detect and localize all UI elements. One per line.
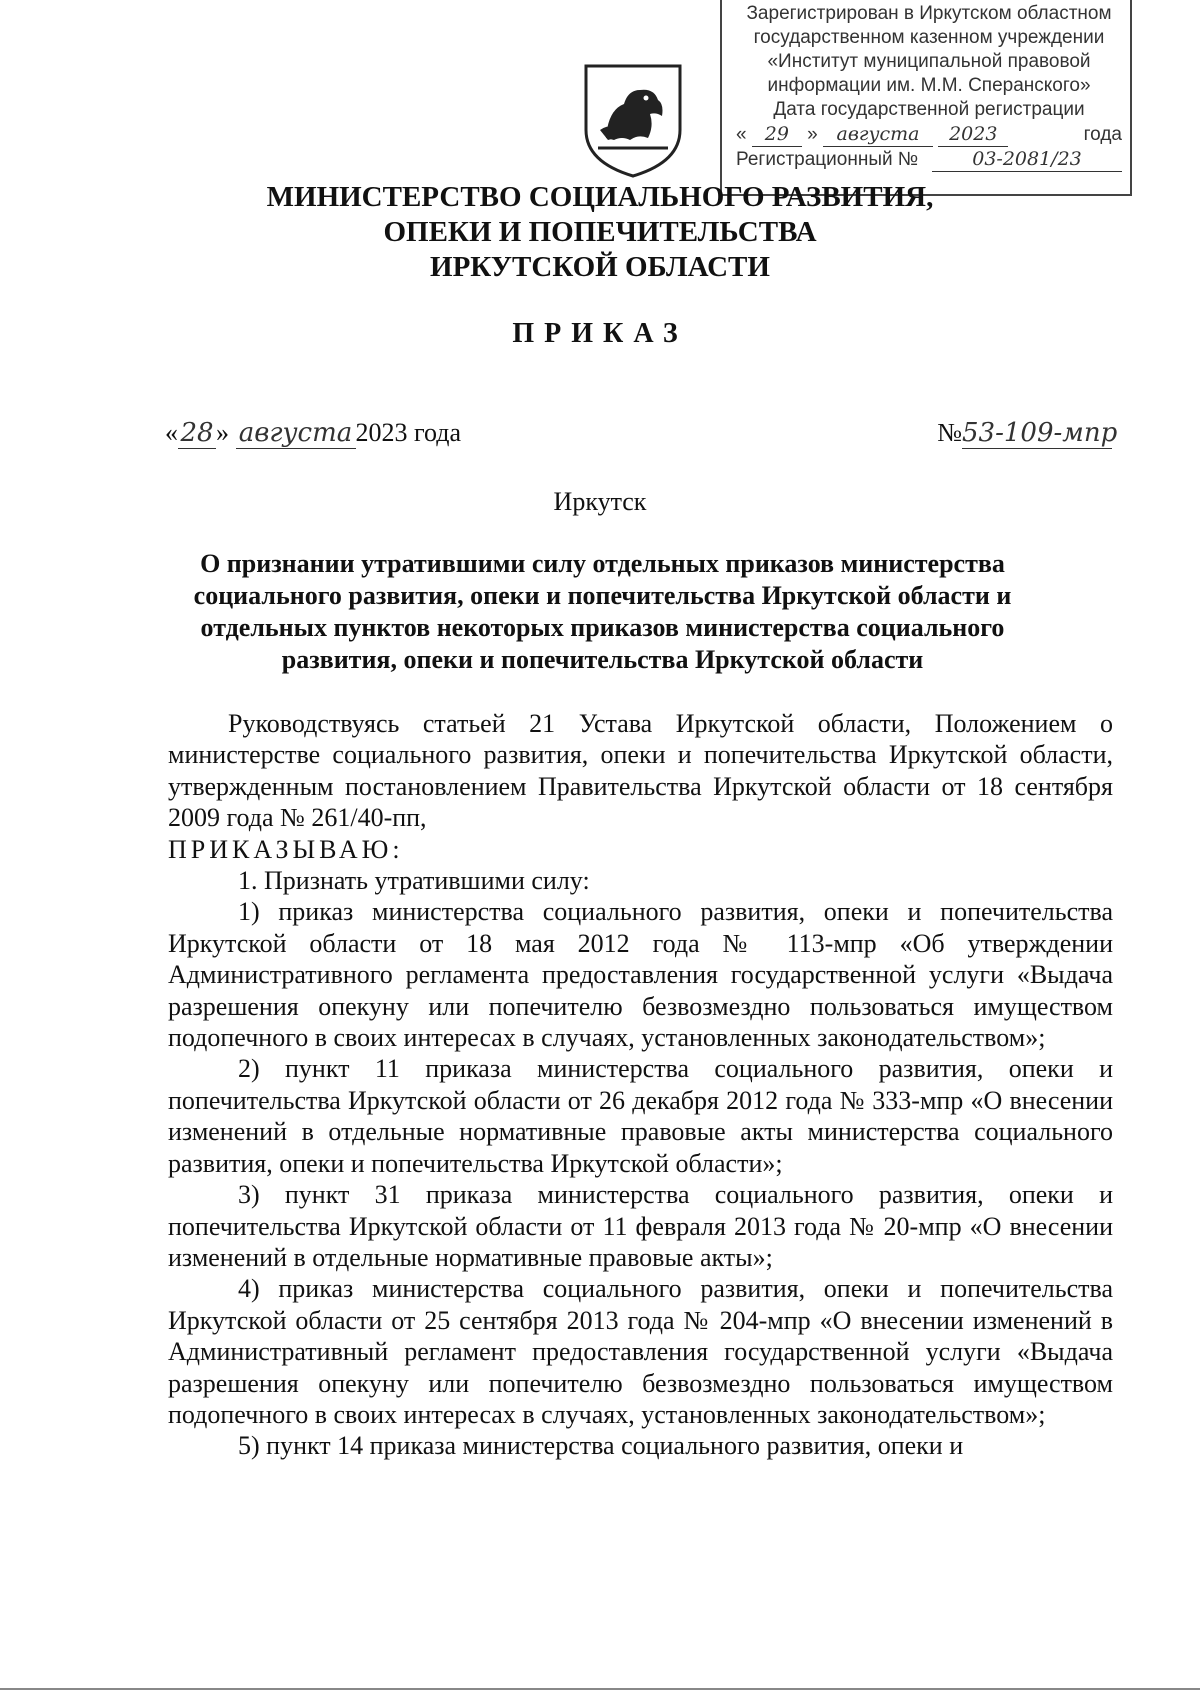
subitem-paragraph: 3) пункт 31 приказа министерства социального развития, опеки и попечительства Иркутской области от 11 февраля 2013 года № 20-мпр «О внесении изменений в отдельные нормативные правовые акты»; bbox=[168, 1180, 1113, 1272]
subitem-paragraph: 1) приказ министерства социального развития, опеки и попечительства Иркутской области от 18 мая 2012 года № 113-мпр «Об утверждении Административного регламента предоставления государственной услуги «Выдача разрешения опекуну или попечителю безвозмездно пользоваться имуществом подопечного в своих интересах в случаях, установленных законодательством»; bbox=[168, 897, 1113, 1053]
stamp-line: Дата государственной регистрации bbox=[773, 99, 1085, 120]
stamp-date-close-quote: » bbox=[807, 124, 818, 145]
order-number bbox=[937, 418, 1118, 449]
stamp-date-open-quote: « bbox=[736, 124, 747, 145]
ministry-name bbox=[150, 180, 1050, 285]
stamp-date bbox=[736, 122, 1008, 147]
order-date-month: августа bbox=[236, 418, 356, 449]
stamp-line: информации им. М.М. Сперанского» bbox=[767, 75, 1091, 96]
ministry-name-line: ОПЕКИ И ПОПЕЧИТЕЛЬСТВА bbox=[383, 216, 817, 248]
stamp-reg-label: Регистрационный № bbox=[736, 149, 919, 170]
subitem-paragraph: 2) пункт 11 приказа министерства социального развития, опеки и попечительства Иркутской области от 26 декабря 2012 года № 333-мпр «О внесении изменений в отдельные нормативные правовые акты министерства социального развития, опеки и попечительства Иркутской области»; bbox=[168, 1054, 1113, 1178]
order-subject: О признании утратившими силу отдельных приказов министерства социального развития, опеки и попечительства Иркутской области и отдельных пунктов некоторых приказов министерства социального развития, опеки и попечительства Иркутской области bbox=[193, 549, 1012, 674]
stamp-reg-number: 03-2081/23 bbox=[932, 147, 1122, 172]
stamp-date-line bbox=[736, 122, 1122, 147]
document-type-title: ПРИКАЗ bbox=[512, 318, 688, 349]
preamble-paragraph: Руководствуясь статьей 21 Устава Иркутской области, Положением о министерстве социального развития, опеки и попечительства Иркутской области, утвержденным постановлением Правительства Иркутской области от 18 сентября 2009 года № 261/40-пп, bbox=[168, 709, 1113, 833]
order-number-value: 53-109-мпр bbox=[962, 418, 1118, 448]
stamp-date-day: 29 bbox=[752, 122, 802, 147]
subitem-paragraph: 4) приказ министерства социального развития, опеки и попечительства Иркутской области от 25 сентября 2013 года № 204-мпр «О внесении изменений в Административный регламент предоставления государственной услуги «Выдача разрешения опекуну или попечителю безвозмездно пользоваться имуществом подопечного в своих интересах в случаях, установленных законодательством»; bbox=[168, 1274, 1113, 1429]
order-date-open-quote: « bbox=[165, 418, 178, 447]
stamp-date-suffix: года bbox=[1083, 124, 1122, 145]
item-paragraph: 1. Признать утратившими силу: bbox=[238, 866, 590, 896]
ministry-name-line: ИРКУТСКОЙ ОБЛАСТИ bbox=[430, 251, 770, 283]
order-body bbox=[168, 708, 1113, 1462]
stamp-line: Зарегистрирован в Иркутском областном bbox=[746, 3, 1112, 24]
stamp-date-month: августа bbox=[823, 122, 933, 147]
city: Иркутск bbox=[553, 487, 647, 516]
order-date-year: 2023 года bbox=[355, 418, 462, 447]
order-date bbox=[165, 418, 461, 449]
stamp-date-year: 2023 bbox=[938, 122, 1008, 147]
order-number-prefix: № bbox=[937, 418, 962, 447]
subitem-paragraph: 5) пункт 14 приказа министерства социального развития, опеки и bbox=[238, 1431, 964, 1461]
order-date-close-quote: » bbox=[216, 418, 229, 447]
order-word: ПРИКАЗЫВАЮ: bbox=[168, 834, 404, 864]
coat-of-arms-emblem bbox=[578, 60, 688, 180]
ministry-name-line: МИНИСТЕРСТВО СОЦИАЛЬНОГО РАЗВИТИЯ, bbox=[266, 181, 934, 213]
stamp-reg-line bbox=[736, 147, 1122, 172]
registration-stamp bbox=[720, 0, 1132, 196]
order-date-day: 28 bbox=[178, 418, 216, 449]
stamp-line: государственном казенном учреждении bbox=[753, 27, 1105, 48]
stamp-line: «Институт муниципальной правовой bbox=[767, 51, 1091, 72]
page-bottom-rule bbox=[0, 1688, 1200, 1690]
